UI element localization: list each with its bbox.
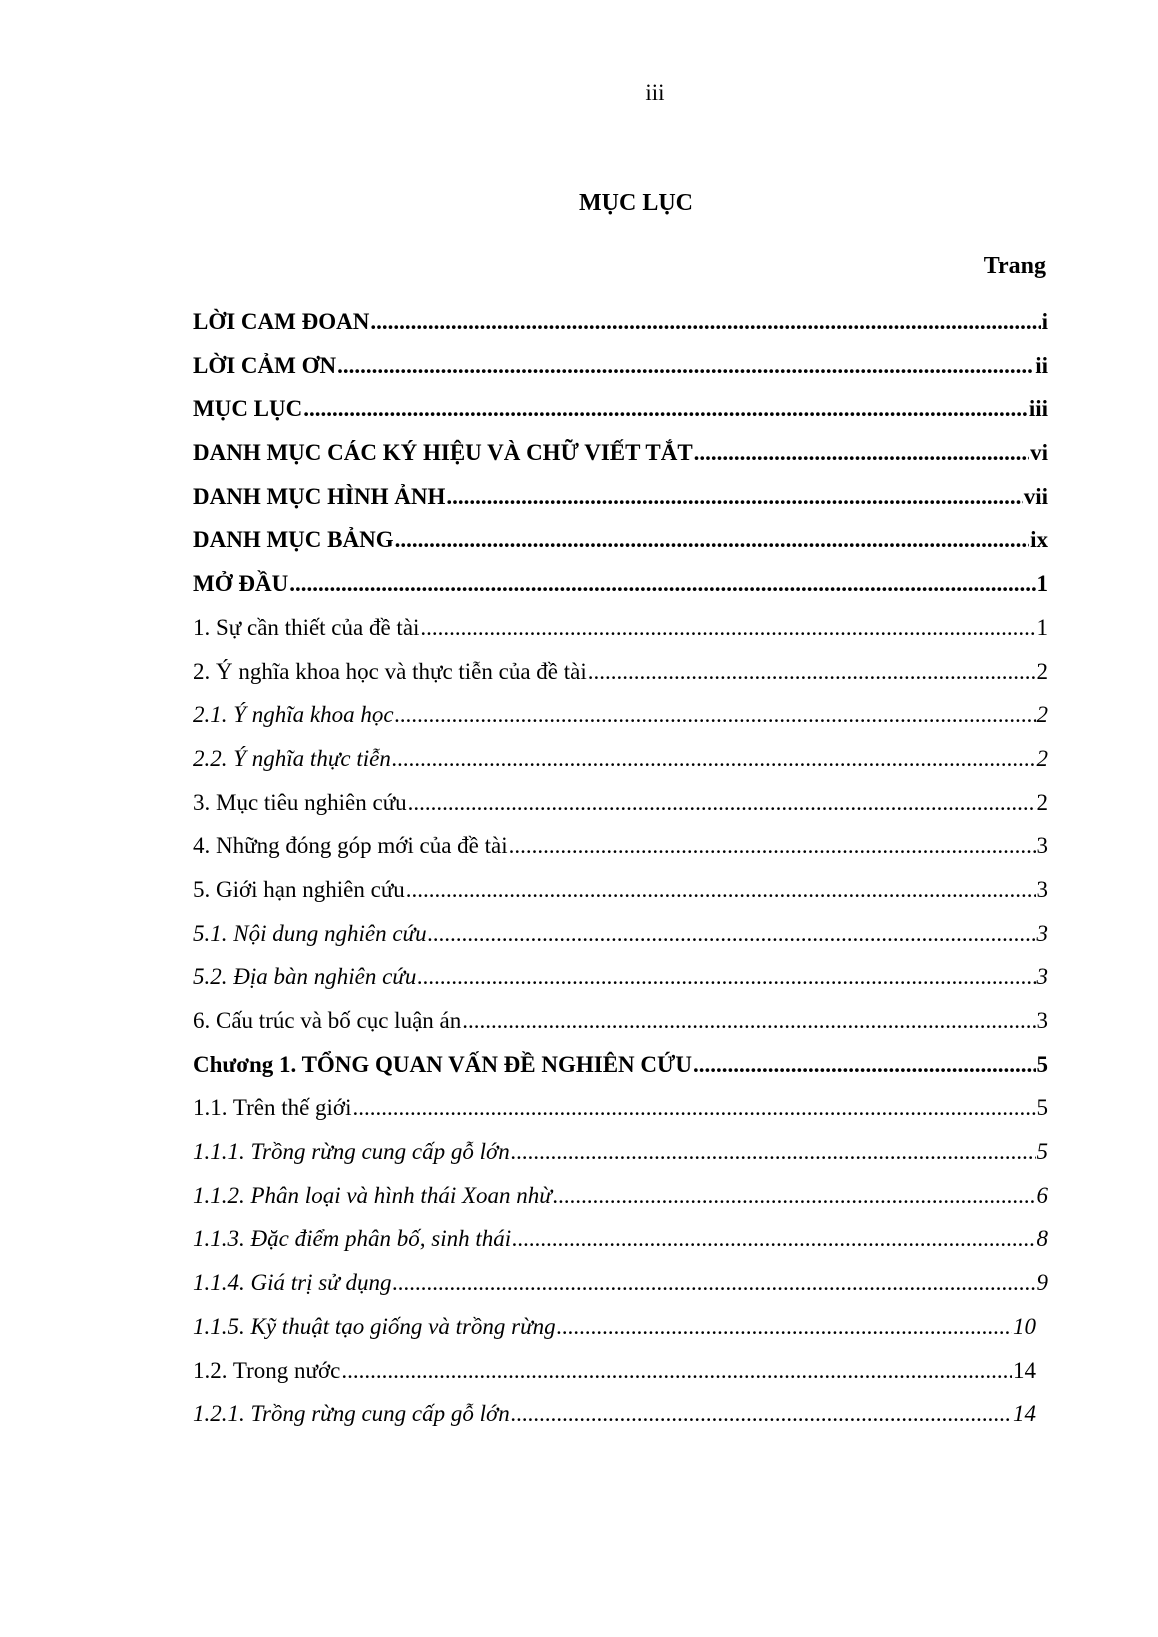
toc-entry-label: 2.1. Ý nghĩa khoa học (193, 702, 394, 728)
toc-entry[interactable] (193, 693, 1048, 737)
toc-entry[interactable] (193, 518, 1048, 562)
toc-entry[interactable] (193, 1392, 1048, 1436)
toc-entry-label: Chương 1. TỔNG QUAN VẤN ĐỀ NGHIÊN CỨU (193, 1051, 692, 1077)
dot-leader (370, 300, 1040, 344)
toc-entry[interactable] (193, 1174, 1048, 1218)
toc-entry[interactable] (193, 737, 1048, 781)
dot-leader (694, 431, 1029, 475)
toc-entry-page: 1 (1036, 614, 1048, 640)
toc-entry[interactable] (193, 1043, 1048, 1087)
toc-title: MỤC LỤC (579, 190, 693, 216)
toc-entry[interactable] (193, 1349, 1048, 1393)
dot-leader (341, 1349, 1012, 1393)
toc-entry-label: 1.1. Trên thế giới (193, 1095, 352, 1121)
toc-entry[interactable] (193, 475, 1048, 519)
toc-entry[interactable] (193, 300, 1048, 344)
toc-entry[interactable] (193, 824, 1048, 868)
toc-entry-label: 4. Những đóng góp mới của đề tài (193, 833, 508, 859)
toc-entry[interactable] (193, 431, 1048, 475)
dot-leader (512, 1217, 1035, 1261)
toc-entry-page: 14 (1013, 1357, 1036, 1383)
dot-leader (428, 912, 1036, 956)
toc-entry[interactable] (193, 344, 1048, 388)
toc-entry-page: 5 (1036, 1095, 1048, 1121)
toc-entry-page: 8 (1036, 1226, 1048, 1252)
dot-leader (511, 1392, 1012, 1436)
toc-entry-label: LỜI CAM ĐOAN (193, 309, 370, 334)
toc-list (193, 300, 1048, 1436)
dot-leader (392, 737, 1036, 781)
toc-entry-label: 1.1.4. Giá trị sử dụng (193, 1270, 392, 1296)
dot-leader (446, 475, 1022, 519)
toc-entry-label: 1.1.2. Phân loại và hình thái Xoan nhừ (193, 1182, 552, 1208)
toc-entry-label: DANH MỤC BẢNG (193, 527, 394, 553)
dot-leader (462, 999, 1035, 1043)
dot-leader (392, 1261, 1035, 1305)
toc-entry-page: ii (1035, 352, 1048, 378)
dot-leader (406, 868, 1036, 912)
toc-entry-label: DANH MỤC CÁC KÝ HIỆU VÀ CHỮ VIẾT TẮT (193, 440, 693, 466)
dot-leader (588, 650, 1036, 694)
dot-leader (408, 781, 1036, 825)
toc-entry-page: 1 (1036, 571, 1048, 597)
toc-entry-label: 5. Giới hạn nghiên cứu (193, 876, 405, 902)
toc-entry[interactable] (193, 955, 1048, 999)
toc-entry-page: 2 (1036, 789, 1048, 815)
toc-entry[interactable] (193, 606, 1048, 650)
toc-entry-page: vii (1023, 483, 1048, 509)
toc-entry[interactable] (193, 1261, 1048, 1305)
toc-entry-page: ix (1030, 527, 1048, 553)
dot-leader (352, 1086, 1035, 1130)
toc-entry-page: 5 (1036, 1139, 1048, 1165)
toc-entry-page: 6 (1036, 1182, 1048, 1208)
toc-entry[interactable] (193, 562, 1048, 606)
toc-entry-label: DANH MỤC HÌNH ẢNH (193, 483, 446, 509)
toc-entry[interactable] (193, 1305, 1048, 1349)
toc-entry-page: 14 (1013, 1401, 1036, 1427)
toc-entry[interactable] (193, 999, 1048, 1043)
toc-entry-page: 2 (1036, 702, 1048, 728)
dot-leader (337, 344, 1034, 388)
toc-entry-page: iii (1028, 396, 1048, 422)
toc-entry-label: 1.2.1. Trồng rừng cung cấp gỗ lớn (193, 1401, 510, 1427)
toc-entry-label: 1.2. Trong nước (193, 1357, 341, 1383)
toc-entry-page: 3 (1036, 876, 1048, 902)
toc-entry[interactable] (193, 1217, 1048, 1261)
page-column-label: Trang (983, 253, 1046, 279)
toc-entry-label: LỜI CẢM ƠN (193, 352, 337, 378)
toc-entry[interactable] (193, 387, 1048, 431)
dot-leader (693, 1043, 1036, 1087)
dot-leader (509, 824, 1036, 868)
toc-entry-page: 3 (1036, 1008, 1048, 1033)
page-number: iii (645, 80, 665, 105)
toc-entry-label: 2.2. Ý nghĩa thực tiễn (193, 745, 391, 771)
toc-entry-label: 1.1.3. Đặc điểm phân bố, sinh thái (193, 1226, 512, 1252)
toc-entry-page: 3 (1036, 964, 1048, 990)
dot-leader (303, 387, 1028, 431)
toc-entry-label: 1.1.5. Kỹ thuật tạo giống và trồng rừng (193, 1313, 556, 1339)
toc-entry-label: 5.2. Địa bàn nghiên cứu (193, 964, 417, 990)
toc-entry-page: vi (1030, 440, 1048, 466)
toc-entry-label: 5.1. Nội dung nghiên cứu (193, 920, 427, 946)
toc-entry-page: 3 (1036, 833, 1048, 859)
dot-leader (553, 1174, 1036, 1218)
toc-entry-label: 2. Ý nghĩa khoa học và thực tiễn của đề tài (193, 658, 587, 684)
dot-leader (420, 606, 1035, 650)
dot-leader (395, 693, 1036, 737)
toc-entry-page: 10 (1013, 1313, 1036, 1339)
dot-leader (511, 1130, 1036, 1174)
toc-entry[interactable] (193, 781, 1048, 825)
toc-entry-page: 9 (1036, 1270, 1048, 1296)
toc-entry[interactable] (193, 1086, 1048, 1130)
dot-leader (557, 1305, 1012, 1349)
toc-entry-page: i (1041, 309, 1048, 334)
toc-entry[interactable] (193, 1130, 1048, 1174)
toc-entry-label: MỤC LỤC (193, 396, 303, 422)
toc-entry-label: 1.1.1. Trồng rừng cung cấp gỗ lớn (193, 1139, 510, 1165)
dot-leader (289, 562, 1035, 606)
toc-entry-label: MỞ ĐẦU (193, 571, 289, 597)
toc-entry-page: 2 (1036, 745, 1048, 771)
toc-entry-label: 1. Sự cần thiết của đề tài (193, 614, 420, 640)
toc-entry[interactable] (193, 650, 1048, 694)
toc-entry-page: 5 (1036, 1051, 1048, 1077)
toc-entry[interactable] (193, 912, 1048, 956)
toc-entry-page: 2 (1036, 658, 1048, 684)
dot-leader (417, 955, 1035, 999)
toc-entry[interactable] (193, 868, 1048, 912)
toc-entry-label: 3. Mục tiêu nghiên cứu (193, 789, 407, 815)
toc-entry-page: 3 (1036, 920, 1048, 946)
toc-entry-label: 6. Cấu trúc và bố cục luận án (193, 1008, 462, 1033)
dot-leader (395, 518, 1030, 562)
